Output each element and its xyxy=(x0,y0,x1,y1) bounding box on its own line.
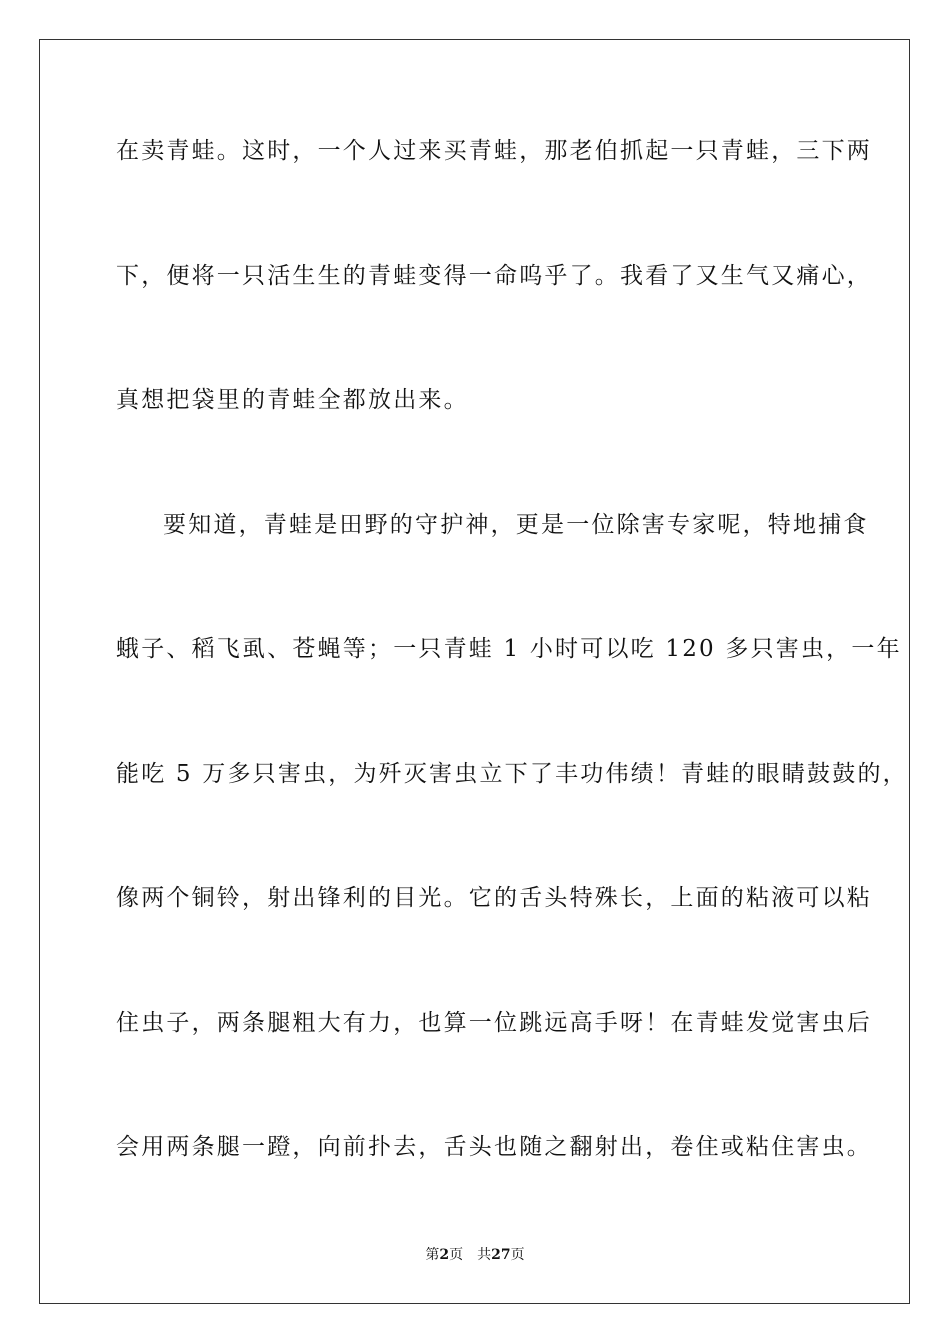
text-line-4: 要知道，青蛙是田野的守护神，更是一位除害专家呢，特地捕食 xyxy=(163,512,869,538)
footer-total-prefix: 共 xyxy=(477,1247,492,1263)
footer-page-prefix: 第 xyxy=(425,1247,440,1263)
text-line-6: 能吃 5 万多只害虫，为歼灭害虫立下了丰功伟绩！青蛙的眼睛鼓鼓的， xyxy=(116,761,908,787)
footer-page-suffix: 页 xyxy=(449,1247,464,1263)
text-line-2: 下，便将一只活生生的青蛙变得一命呜乎了。我看了又生气又痛心， xyxy=(116,263,872,289)
text-line-3: 真想把袋里的青蛙全都放出来。 xyxy=(116,387,469,413)
page-border xyxy=(39,39,910,1304)
text-line-9: 会用两条腿一蹬，向前扑去，舌头也随之翻射出，卷住或粘住害虫。 xyxy=(116,1134,872,1160)
footer-total-pages: 27 xyxy=(491,1247,511,1263)
footer-page-number: 2 xyxy=(439,1247,450,1263)
text-line-8: 住虫子，两条腿粗大有力，也算一位跳远高手呀！在青蛙发觉害虫后 xyxy=(116,1010,872,1036)
footer-total-suffix: 页 xyxy=(510,1247,525,1263)
text-line-5: 蛾子、稻飞虱、苍蝇等；一只青蛙 1 小时可以吃 120 多只害虫，一年 xyxy=(116,636,902,662)
page-footer xyxy=(0,1244,950,1264)
text-line-1: 在卖青蛙。这时，一个人过来买青蛙，那老伯抓起一只青蛙，三下两 xyxy=(116,138,872,164)
text-line-7: 像两个铜铃，射出锋利的目光。它的舌头特殊长，上面的粘液可以粘 xyxy=(116,885,872,911)
